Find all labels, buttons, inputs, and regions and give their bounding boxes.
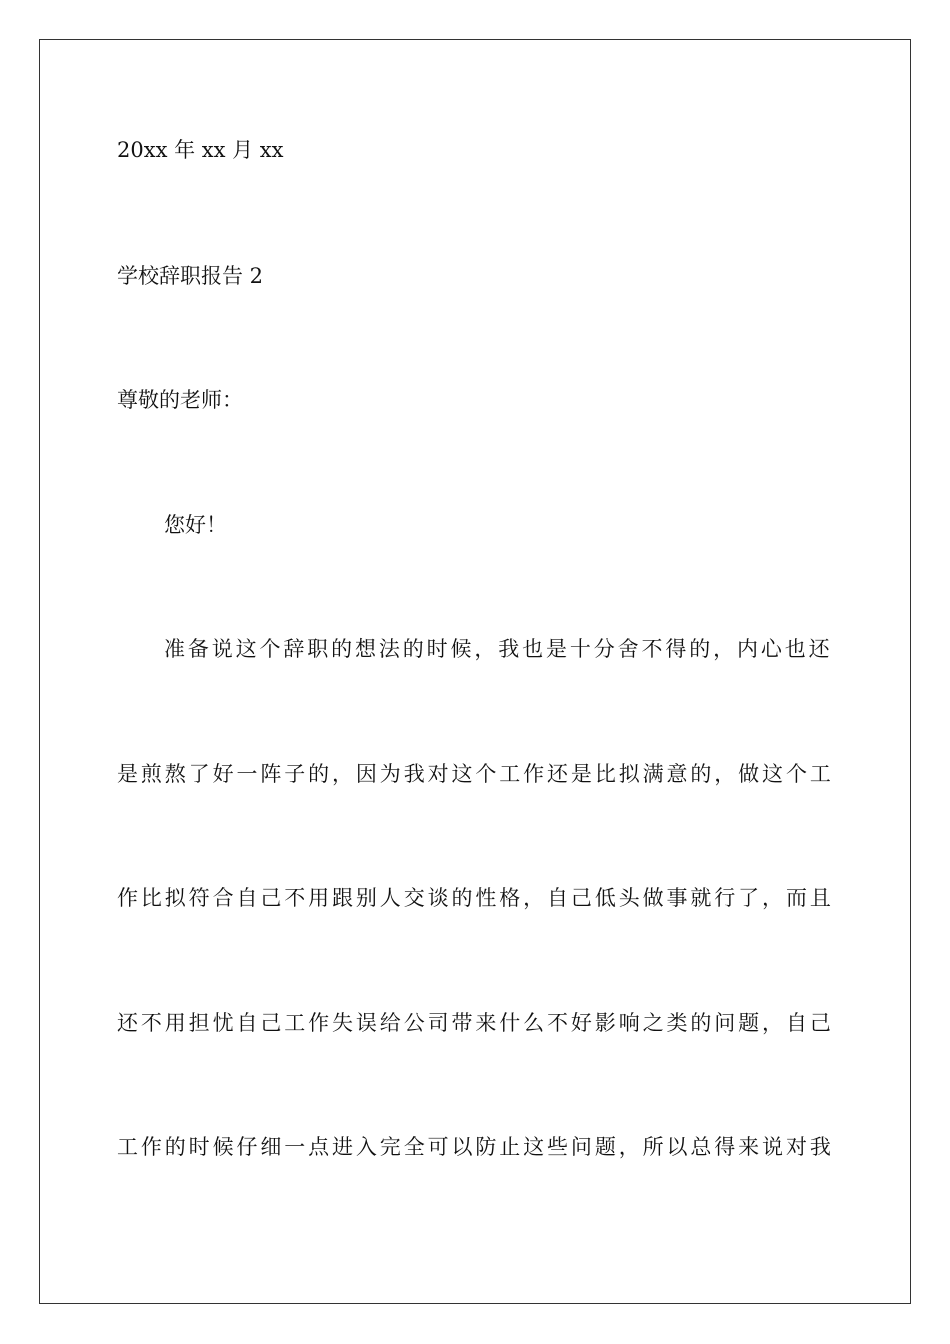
body-line-2 <box>117 760 831 788</box>
body-char: ， <box>762 1011 784 1035</box>
body-char: 事 <box>666 886 688 910</box>
body-char: 不 <box>641 637 663 661</box>
body-char: 时 <box>426 637 448 661</box>
body-char: 头 <box>618 886 640 910</box>
body-char: 还 <box>117 1011 138 1035</box>
body-char: 的 <box>690 1011 712 1035</box>
body-char: 得 <box>665 637 687 661</box>
body-char: 了 <box>188 762 210 786</box>
body-char: ， <box>618 1135 640 1159</box>
body-char: 响 <box>618 1011 640 1035</box>
body-char: 好 <box>570 1011 592 1035</box>
body-char: 个 <box>475 762 497 786</box>
body-char: 准 <box>164 637 185 661</box>
body-char: 的 <box>164 1135 186 1159</box>
body-char: 自 <box>547 886 569 910</box>
body-char: 比 <box>140 886 162 910</box>
body-char: ， <box>474 637 496 661</box>
body-char: 也 <box>784 637 806 661</box>
body-char: 我 <box>498 637 520 661</box>
greeting: 您好！ <box>164 513 227 537</box>
body-char: 题 <box>738 1011 760 1035</box>
body-char: 的 <box>689 637 711 661</box>
body-char: 一 <box>284 1135 306 1159</box>
body-char: 担 <box>188 1011 210 1035</box>
body-line-1 <box>164 635 830 663</box>
body-char: 好 <box>212 762 234 786</box>
body-line-4 <box>117 1009 831 1037</box>
body-char: 公 <box>403 1011 425 1035</box>
body-char: 的 <box>308 762 330 786</box>
body-char: ， <box>713 637 735 661</box>
body-char: 跟 <box>332 886 354 910</box>
body-char: 自 <box>236 1011 258 1035</box>
body-char: ， <box>332 762 354 786</box>
body-char: 得 <box>714 1135 736 1159</box>
body-char: 法 <box>378 637 400 661</box>
body-char: 司 <box>427 1011 449 1035</box>
body-char: 个 <box>785 762 807 786</box>
body-char: 是 <box>117 762 138 786</box>
document-heading: 学校辞职报告 2 <box>117 264 264 288</box>
body-char: ， <box>523 886 545 910</box>
body-char: 舍 <box>617 637 639 661</box>
body-char: 己 <box>809 1011 831 1035</box>
body-char: 进 <box>332 1135 354 1159</box>
body-char: ， <box>762 886 784 910</box>
body-char: 工 <box>117 1135 138 1159</box>
body-char: 谈 <box>427 886 449 910</box>
body-char: 作 <box>117 886 138 910</box>
body-char: 比 <box>594 762 616 786</box>
body-char: 来 <box>475 1011 497 1035</box>
body-char: 问 <box>570 1135 592 1159</box>
body-char: 个 <box>259 637 281 661</box>
body-char: 合 <box>212 886 234 910</box>
body-char: 以 <box>451 1135 473 1159</box>
body-char: 不 <box>284 886 306 910</box>
body-char: 的 <box>690 762 712 786</box>
body-char: 的 <box>402 637 424 661</box>
body-char: 的 <box>331 637 353 661</box>
body-char: 类 <box>666 1011 688 1035</box>
body-char: 内 <box>737 637 758 661</box>
body-char: 己 <box>570 886 592 910</box>
body-char: 备 <box>187 637 209 661</box>
body-char: 熬 <box>164 762 186 786</box>
body-char: 一 <box>236 762 258 786</box>
body-char: 防 <box>475 1135 497 1159</box>
body-char: 自 <box>236 886 258 910</box>
body-char: 作 <box>523 762 545 786</box>
body-char: 候 <box>212 1135 234 1159</box>
body-char: 拟 <box>618 762 640 786</box>
body-char: 做 <box>642 886 664 910</box>
body-char: 不 <box>140 1011 162 1035</box>
body-char: 说 <box>762 1135 784 1159</box>
body-char: 我 <box>403 762 425 786</box>
body-char: 煎 <box>140 762 162 786</box>
body-char: 格 <box>499 886 521 910</box>
body-char: 也 <box>522 637 544 661</box>
body-char: 自 <box>785 1011 807 1035</box>
body-char: 职 <box>307 637 329 661</box>
body-char: 意 <box>666 762 688 786</box>
body-char: 满 <box>642 762 664 786</box>
body-char: 我 <box>809 1135 831 1159</box>
body-char: 些 <box>547 1135 569 1159</box>
body-char: 失 <box>332 1011 354 1035</box>
body-char: 说 <box>211 637 233 661</box>
body-char: 做 <box>738 762 760 786</box>
body-char: 忧 <box>212 1011 234 1035</box>
page-border <box>39 39 911 1304</box>
body-char: 己 <box>260 886 282 910</box>
body-char: 工 <box>284 1011 306 1035</box>
body-char: 心 <box>760 637 782 661</box>
body-char: 点 <box>308 1135 330 1159</box>
body-char: 这 <box>762 762 784 786</box>
body-char: 是 <box>546 637 567 661</box>
body-char: 带 <box>451 1011 473 1035</box>
body-char: 么 <box>523 1011 545 1035</box>
body-char: 细 <box>260 1135 282 1159</box>
body-char: 为 <box>379 762 401 786</box>
body-char: 误 <box>355 1011 377 1035</box>
body-char: 这 <box>451 762 473 786</box>
body-char: 来 <box>738 1135 760 1159</box>
body-char: 的 <box>451 886 473 910</box>
body-char: 总 <box>690 1135 712 1159</box>
body-char: 对 <box>785 1135 807 1159</box>
body-char: 想 <box>355 637 376 661</box>
body-char: 还 <box>547 762 569 786</box>
body-char: 就 <box>690 886 712 910</box>
body-char: 符 <box>188 886 210 910</box>
body-char: 影 <box>594 1011 616 1035</box>
body-char: 这 <box>523 1135 545 1159</box>
date-line: 20xx 年 xx 月 xx <box>117 138 284 162</box>
body-char: 所 <box>642 1135 664 1159</box>
body-char: 全 <box>403 1135 425 1159</box>
body-char: 分 <box>593 637 615 661</box>
body-char: 人 <box>379 886 401 910</box>
body-char: 入 <box>355 1135 377 1159</box>
body-char: 问 <box>714 1011 736 1035</box>
body-line-3 <box>117 884 831 912</box>
body-char: 仔 <box>236 1135 258 1159</box>
body-char: 工 <box>499 762 521 786</box>
body-char: 而 <box>785 886 807 910</box>
body-char: 还 <box>808 637 830 661</box>
body-line-5 <box>117 1133 831 1161</box>
salutation: 尊敬的老师： <box>117 388 243 412</box>
body-char: 且 <box>809 886 831 910</box>
body-char: 交 <box>403 886 425 910</box>
body-char: 完 <box>379 1135 401 1159</box>
body-char: 十 <box>569 637 591 661</box>
body-char: 辞 <box>283 637 305 661</box>
body-char: 因 <box>355 762 377 786</box>
body-char: 工 <box>809 762 831 786</box>
body-char: 给 <box>379 1011 401 1035</box>
body-char: 用 <box>164 1011 186 1035</box>
body-char: 什 <box>499 1011 521 1035</box>
body-char: 低 <box>594 886 616 910</box>
body-char: 候 <box>450 637 472 661</box>
body-char: ， <box>714 762 736 786</box>
body-char: 止 <box>499 1135 521 1159</box>
body-char: 拟 <box>164 886 186 910</box>
body-char: 时 <box>188 1135 210 1159</box>
body-char: 作 <box>308 1011 330 1035</box>
body-char: 不 <box>547 1011 569 1035</box>
body-char: 之 <box>642 1011 664 1035</box>
body-char: 是 <box>570 762 592 786</box>
body-char: 用 <box>308 886 330 910</box>
body-char: 这 <box>235 637 257 661</box>
body-char: 可 <box>427 1135 449 1159</box>
body-char: 己 <box>260 1011 282 1035</box>
body-char: 别 <box>355 886 377 910</box>
body-char: 题 <box>594 1135 616 1159</box>
body-char: 作 <box>140 1135 162 1159</box>
body-char: 子 <box>284 762 306 786</box>
body-char: 以 <box>666 1135 688 1159</box>
body-char: 性 <box>475 886 497 910</box>
body-char: 对 <box>427 762 449 786</box>
body-char: 了 <box>738 886 760 910</box>
body-char: 阵 <box>260 762 282 786</box>
body-char: 行 <box>714 886 736 910</box>
